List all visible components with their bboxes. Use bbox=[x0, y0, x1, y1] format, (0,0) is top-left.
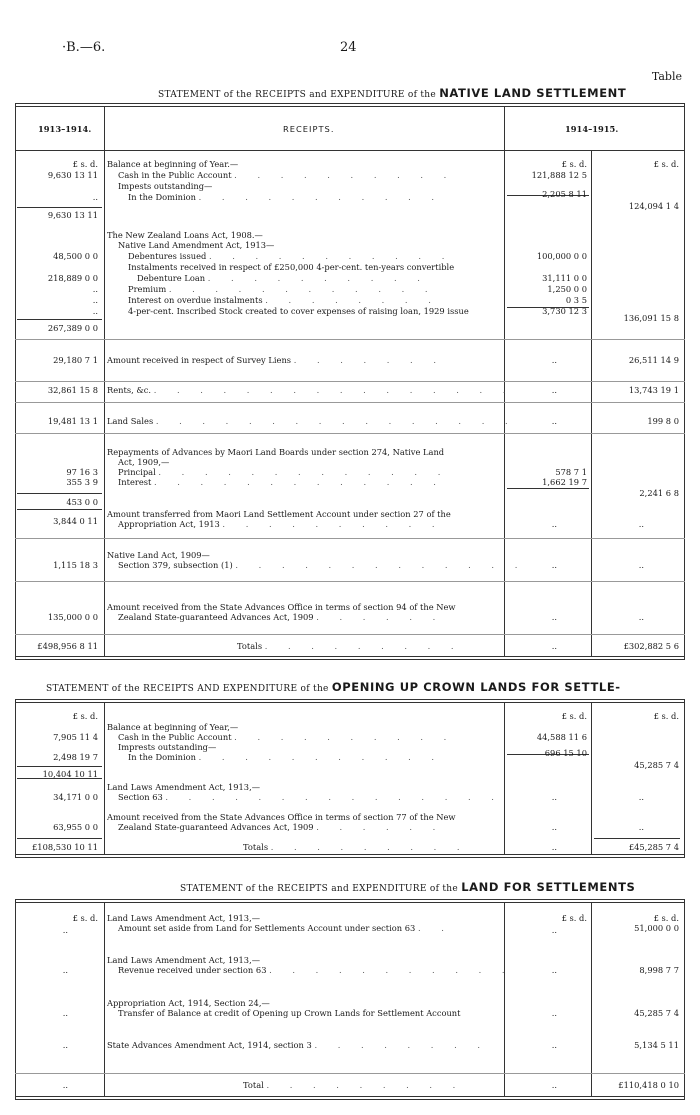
amount: 578 7 1 bbox=[555, 467, 587, 477]
amount: 51,000 0 0 bbox=[634, 923, 679, 933]
amount: 100,000 0 0 bbox=[536, 251, 587, 261]
total-amount: £302,882 5 6 bbox=[623, 641, 679, 651]
lsd-header: £ s. d. bbox=[653, 159, 679, 169]
row-label: Land Laws Amendment Act, 1913,— bbox=[107, 955, 261, 965]
row-label: Balance at beginning of Year,— bbox=[107, 722, 239, 732]
row-label: Amount set aside from Land for Settlements Account under section 63 . . bbox=[118, 923, 453, 933]
amount: .. bbox=[551, 925, 557, 935]
amount: 5,134 5 11 bbox=[634, 1040, 679, 1050]
amount: .. bbox=[638, 519, 644, 529]
amount: 29,180 7 1 bbox=[53, 355, 98, 365]
lsd-header: £ s. d. bbox=[72, 913, 98, 923]
row-label: Interest . . . . . . . . . . . . . bbox=[118, 477, 445, 487]
amount: 124,094 1 4 bbox=[628, 201, 679, 211]
amount: .. bbox=[551, 965, 557, 975]
row-label: Instalments received in respect of £250,000 4-per-cent. ten-years convertible bbox=[128, 262, 455, 272]
amount: 13,743 19 1 bbox=[628, 385, 679, 395]
row-label: Zealand State-guaranteed Advances Act, 1909 . . . . . . bbox=[118, 822, 445, 832]
total-amount: £498,956 8 11 bbox=[37, 641, 98, 651]
row-label: Imprests outstanding— bbox=[118, 742, 217, 752]
amount: 19,481 13 1 bbox=[47, 416, 98, 426]
amount: 7,905 11 4 bbox=[53, 732, 98, 742]
row-label: Interest on overdue instalments . . . . . . . . bbox=[128, 295, 440, 305]
row-label: State Advances Amendment Act, 1914, section 3 . . . . . . . . bbox=[107, 1040, 489, 1050]
row-label: Principal . . . . . . . . . . . . . bbox=[118, 467, 450, 477]
amount: 696 15 10 bbox=[544, 748, 587, 758]
amount: 1,250 0 0 bbox=[547, 284, 587, 294]
amount: 45,285 7 4 bbox=[634, 1008, 679, 1018]
row-label: In the Dominion . . . . . . . . . . . bbox=[128, 192, 444, 202]
amount: 9,630 13 11 bbox=[47, 210, 98, 220]
amount: .. bbox=[551, 385, 557, 395]
amount: .. bbox=[92, 192, 98, 202]
table2-title: STATEMENT of the RECEIPTS AND EXPENDITURE of the OPENING UP CROWN LANDS FOR SETTLE- bbox=[46, 680, 621, 694]
amount: 45,285 7 4 bbox=[634, 760, 679, 770]
amount: .. bbox=[551, 792, 557, 802]
row-label: 4-per-cent. Inscribed Stock created to cover expenses of raising loan, 1929 issue bbox=[128, 306, 469, 316]
amount: 34,171 0 0 bbox=[53, 792, 98, 802]
row-label: Native Land Amendment Act, 1913— bbox=[118, 240, 275, 250]
row-label: Land Sales . . . . . . . . . . . . . . . . bbox=[107, 416, 517, 426]
row-label: Debenture Loan . . . . . . . . . . bbox=[137, 273, 429, 283]
amount: .. bbox=[551, 1008, 557, 1018]
amount: 10,404 10 11 bbox=[42, 769, 98, 779]
amount: 1,662 19 7 bbox=[542, 477, 587, 487]
amount: .. bbox=[62, 1040, 68, 1050]
amount: 8,998 7 7 bbox=[639, 965, 679, 975]
row-label: Amount transferred from Maori Land Settlement Account under section 27 of the bbox=[107, 509, 451, 519]
amount: .. bbox=[92, 284, 98, 294]
amount: .. bbox=[62, 965, 68, 975]
row-label: Premium . . . . . . . . . . . . bbox=[128, 284, 437, 294]
amount: 26,511 14 9 bbox=[628, 355, 679, 365]
amount: 3,730 12 3 bbox=[542, 306, 587, 316]
row-label: Land Laws Amendment Act, 1913,— bbox=[107, 913, 261, 923]
amount: 453 0 0 bbox=[66, 497, 98, 507]
col-header-1914: 1914–1915. bbox=[565, 124, 619, 134]
amount: 63,955 0 0 bbox=[53, 822, 98, 832]
amount: 2,498 19 7 bbox=[53, 752, 98, 762]
amount: 97 16 3 bbox=[66, 467, 98, 477]
amount: 218,889 0 0 bbox=[47, 273, 98, 283]
amount: .. bbox=[638, 612, 644, 622]
amount: .. bbox=[551, 1080, 557, 1090]
row-label: Section 63 . . . . . . . . . . . . . . . bbox=[118, 792, 503, 802]
row-label: The New Zealand Loans Act, 1908.— bbox=[107, 230, 263, 240]
amount: 48,500 0 0 bbox=[53, 251, 98, 261]
amount: 3,844 0 11 bbox=[53, 516, 98, 526]
amount: 136,091 15 8 bbox=[623, 313, 679, 323]
lsd-header: £ s. d. bbox=[72, 159, 98, 169]
row-label: Native Land Act, 1909— bbox=[107, 550, 210, 560]
table-label: Table bbox=[651, 70, 682, 83]
row-label: Land Laws Amendment Act, 1913,— bbox=[107, 782, 261, 792]
row-label: Balance at beginning of Year.— bbox=[107, 159, 239, 169]
amount: .. bbox=[62, 1008, 68, 1018]
amount: 135,000 0 0 bbox=[47, 612, 98, 622]
amount: .. bbox=[551, 519, 557, 529]
row-label: Act, 1909,— bbox=[118, 457, 170, 467]
amount: 2,241 6 8 bbox=[639, 488, 679, 498]
totals-label: Totals . . . . . . . . . bbox=[237, 641, 463, 651]
col-header-receipts: RECEIPTS. bbox=[283, 124, 335, 134]
row-label: Transfer of Balance at credit of Opening up Crown Lands for Settlement Account bbox=[118, 1008, 461, 1018]
row-label: Revenue received under section 63 . . . . . . . . . . . bbox=[118, 965, 514, 975]
row-label: Impests outstanding— bbox=[118, 181, 213, 191]
row-label: Cash in the Public Account . . . . . . . . . . bbox=[118, 170, 456, 180]
amount: 44,588 11 6 bbox=[536, 732, 587, 742]
amount: 2,205 8 11 bbox=[542, 189, 587, 199]
lsd-header: £ s. d. bbox=[561, 913, 587, 923]
amount: .. bbox=[638, 822, 644, 832]
row-label: Cash in the Public Account . . . . . . . . . . bbox=[118, 732, 456, 742]
amount: 267,389 0 0 bbox=[47, 323, 98, 333]
row-label: Section 379, subsection (1) . . . . . . . . . . . . . bbox=[118, 560, 527, 570]
total-amount: £110,418 0 10 bbox=[618, 1080, 679, 1090]
amount: .. bbox=[551, 612, 557, 622]
row-label: In the Dominion . . . . . . . . . . . bbox=[128, 752, 444, 762]
lsd-header: £ s. d. bbox=[561, 159, 587, 169]
amount: 355 3 9 bbox=[66, 477, 98, 487]
amount: 0 3 5 bbox=[565, 295, 587, 305]
row-label: Rents, &c. . . . . . . . . . . . . . . . . bbox=[107, 385, 515, 395]
amount: 199 8 0 bbox=[647, 416, 679, 426]
row-label: Appropriation Act, 1914, Section 24,— bbox=[107, 998, 270, 1008]
row-label: Appropriation Act, 1913 . . . . . . . . . . bbox=[118, 519, 444, 529]
amount: .. bbox=[551, 355, 557, 365]
row-label: Amount received in respect of Survey Liens . . . . . . . bbox=[107, 355, 445, 365]
amount: .. bbox=[551, 822, 557, 832]
amount: .. bbox=[638, 792, 644, 802]
document-reference: ·B.—6. bbox=[62, 40, 106, 55]
total-amount: .. bbox=[62, 1080, 68, 1090]
totals-label: Totals . . . . . . . . . bbox=[243, 842, 469, 852]
table3-title: STATEMENT of the RECEIPTS and EXPENDITURE of the LAND FOR SETTLEMENTS bbox=[180, 880, 636, 894]
lsd-header: £ s. d. bbox=[653, 711, 679, 721]
amount: .. bbox=[551, 560, 557, 570]
amount: .. bbox=[638, 560, 644, 570]
amount: .. bbox=[551, 842, 557, 852]
amount: .. bbox=[92, 295, 98, 305]
total-amount: £45,285 7 4 bbox=[628, 842, 679, 852]
row-label: Repayments of Advances by Maori Land Boards under section 274, Native Land bbox=[107, 447, 445, 457]
amount: 121,888 12 5 bbox=[531, 170, 587, 180]
col-header-1913: 1913–1914. bbox=[38, 124, 92, 134]
amount: 31,111 0 0 bbox=[542, 273, 587, 283]
amount: .. bbox=[551, 1040, 557, 1050]
amount: 9,630 13 11 bbox=[47, 170, 98, 180]
page-number: 24 bbox=[340, 40, 357, 55]
amount: .. bbox=[551, 416, 557, 426]
table1-title: STATEMENT of the RECEIPTS and EXPENDITURE of the NATIVE LAND SETTLEMENT bbox=[158, 86, 627, 100]
amount: 32,861 15 8 bbox=[47, 385, 98, 395]
lsd-header: £ s. d. bbox=[653, 913, 679, 923]
row-label: Zealand State-guaranteed Advances Act, 1909 . . . . . . bbox=[118, 612, 445, 622]
row-label: Debentures issued . . . . . . . . . . . bbox=[128, 251, 454, 261]
lsd-header: £ s. d. bbox=[72, 711, 98, 721]
row-label: Amount received from the State Advances Office in terms of section 94 of the New bbox=[107, 602, 456, 612]
row-label: Amount received from the State Advances Office in terms of section 77 of the New bbox=[107, 812, 456, 822]
totals-label: Total . . . . . . . . . bbox=[243, 1080, 465, 1090]
amount: .. bbox=[62, 925, 68, 935]
amount: .. bbox=[92, 306, 98, 316]
amount: .. bbox=[551, 641, 557, 651]
lsd-header: £ s. d. bbox=[561, 711, 587, 721]
total-amount: £108,530 10 11 bbox=[32, 842, 98, 852]
amount: 1,115 18 3 bbox=[53, 560, 98, 570]
